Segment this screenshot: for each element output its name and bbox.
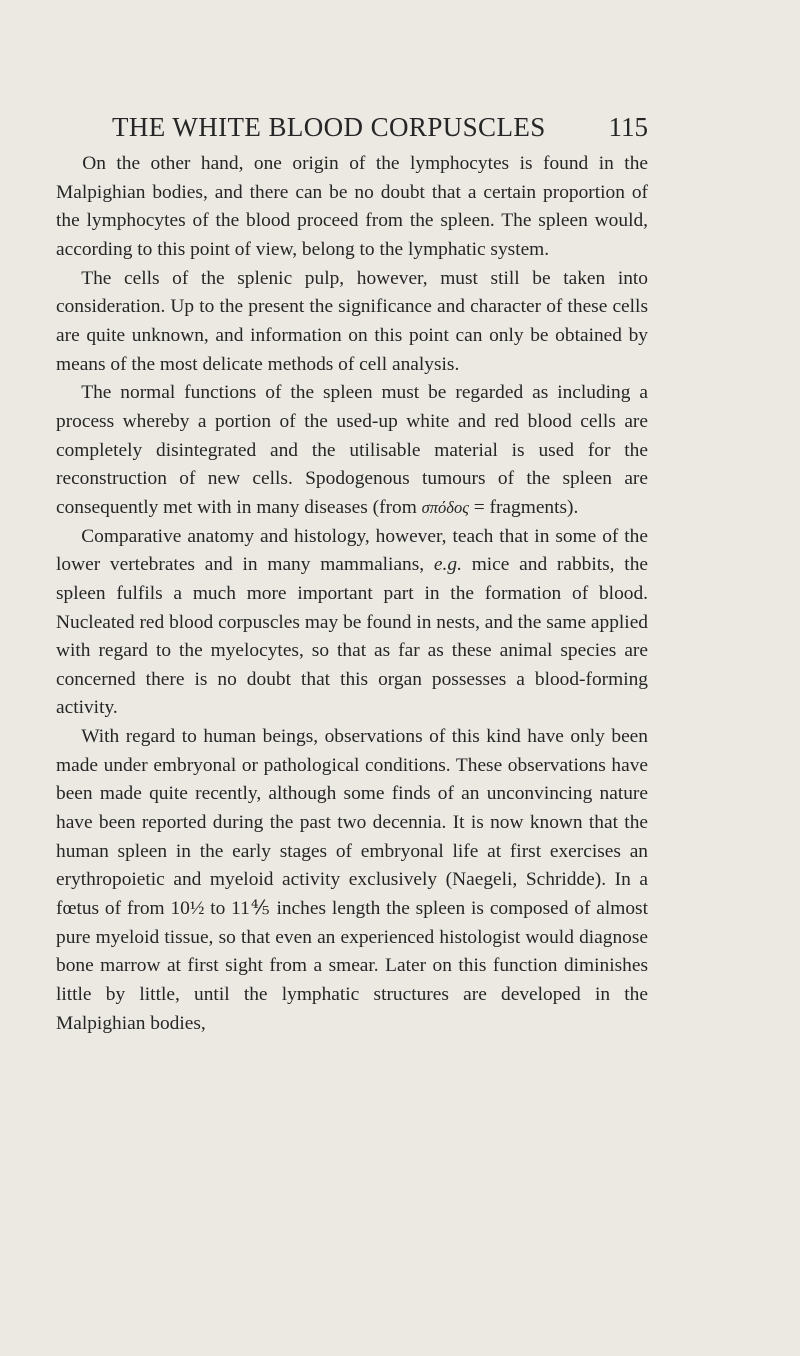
running-head bbox=[72, 112, 648, 148]
paragraph-3-text-end: = fragments). bbox=[468, 496, 579, 518]
body-text bbox=[56, 150, 648, 1038]
paragraph-4 bbox=[56, 523, 648, 724]
italic-abbreviation: e.g. bbox=[433, 554, 462, 576]
greek-word: σπόδος bbox=[421, 497, 469, 517]
chapter-title: THE WHITE BLOOD CORPUSCLES bbox=[112, 112, 546, 142]
paragraph-4-text-start: Comparative anatomy and histology, however, teach that in some of the lower vertebrates and in many mammalians, bbox=[56, 525, 648, 576]
paragraph-4-text-end: mice and rabbits, the spleen fulfils a much more important part in the formation of blood. Nucleated red blood corpuscles may be found in nests, and the same applied with regard to the myelocytes, so that as far as these animal species are concerned there is no doubt that this organ possesses a blood-forming activity. bbox=[56, 554, 648, 719]
page-number: 115 bbox=[608, 112, 648, 142]
paragraph-5: With regard to human beings, observations of this kind have only been made under embryonal or pathological conditions. These observations have been made quite recently, although some finds of an unconvincing nature have been reported during the past two decennia. It is now known that the human spleen in the early stages of embryonal life at first exercises an erythropoietic and myeloid activity exclusively (Naegeli, Schridde). In a fœtus of from 10½ to 11⅘ inches length the spleen is composed of almost pure myeloid tissue, so that even an experienced histologist would diagnose bone marrow at first sight from a smear. Later on this function diminishes little by little, until the lymphatic structures are developed in the Malpighian bodies, bbox=[56, 726, 648, 1034]
paragraph-1: On the other hand, one origin of the lymphocytes is found in the Malpighian bodies, and there can be no doubt that a certain proportion of the lymphocytes of the blood proceed from the spleen. The spleen would, according to this point of view, belong to the lymphatic system. bbox=[56, 153, 648, 260]
paragraph-3-text-start: The normal functions of the spleen must be regarded as including a process whereby a portion of the used-up white and red blood cells are completely disintegrated and the utilisable material is used for the reconstruction of new cells. Spodogenous tumours of the spleen are consequently met with in many diseases (from bbox=[56, 382, 648, 518]
paragraph-3 bbox=[56, 379, 648, 522]
paragraph-2: The cells of the splenic pulp, however, must still be taken into consideration. Up to the present the significance and character of these cells are quite unknown, and information on this point can only be obtained by means of the most delicate methods of cell analysis. bbox=[56, 267, 648, 375]
